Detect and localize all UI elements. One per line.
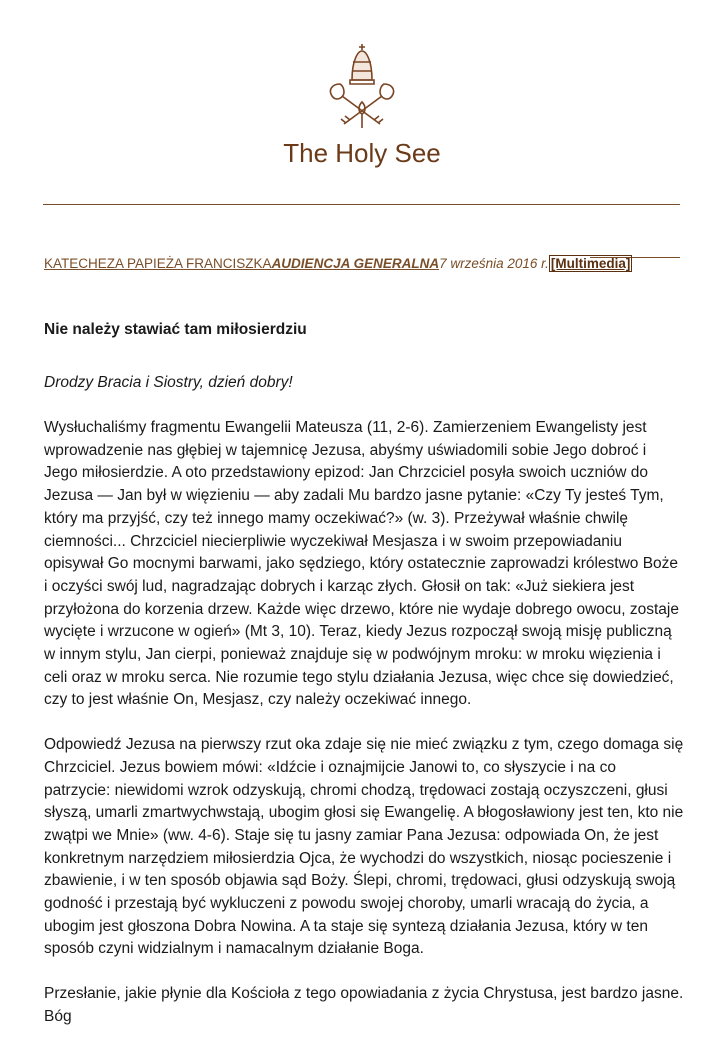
breadcrumb [44,256,684,271]
category-link[interactable]: KATECHEZA PAPIEŻA FRANCISZKA [44,256,272,271]
audience-link[interactable]: AUDIENCJA GENERALNA [271,256,440,271]
article-title: Nie należy stawiać tam miłosierdziu [44,321,307,338]
date-label: 7 września 2016 r. [439,256,549,271]
paragraph: Odpowiedź Jezusa na pierwszy rzut oka zdaje się nie mieć związku z tym, czego domaga się Chrzciciel. Jezus bowiem mówi: «Idźcie i oznajmijcie Janowi to, co słyszycie i na co patrzycie: niewidomi wzrok odzyskują, chromi chodzą, trędowaci zostają oczyszczeni, głusi słyszą, umarli zmartwychwstają, ubogim głosi się Ewangelię. A błogosławiony jest ten, kto nie zwątpi we Mnie» (ww. 4-6). Staje się tu jasny zamiar Pana Jezusa: odpowiada On, że jest konkretnym narzędziem miłosierdzia Ojca, że wychodzi do wszystkich, niosąc pocieszenie i zbawienie, i w ten sposób objawia sąd Boży. Ślepi, chromi, trędowaci, głusi odzyskują swoją godność i przestają być wykluczeni z powodu swojej choroby, umarli wracają do życia, a ubogim jest głoszona Dobra Nowina. A ta staje się syntezą działania Jezusa, który w ten sposób czyni widzialnym i namacalnym działanie Boga. [44,736,684,958]
multimedia-link[interactable]: [Multimedia] [550,256,631,271]
header-divider [43,204,680,205]
paragraph: Przesłanie, jakie płynie dla Kościoła z tego opowiadania z życia Chrystusa, jest bardzo jasne. Bóg [44,985,684,1025]
article-greeting: Drodzy Bracia i Siostry, dzień dobry! [44,374,293,391]
paragraph: Wysłuchaliśmy fragmentu Ewangelii Mateusza (11, 2-6). Zamierzeniem Ewangelisty jest wprowadzenie nas głębiej w tajemnicę Jezusa, abyśmy uświadomili sobie Jego dobroć i Jego miłosierdzie. A oto przedstawiony epizod: Jan Chrzciciel posyła swoich uczniów do Jezusa — Jan był w więzieniu — aby zadali Mu bardzo jasne pytanie: «Czy Ty jesteś Tym, który ma przyjść, czy też innego mamy oczekiwać?» (w. 3). Przeżywał właśnie chwilę ciemności... Chrzciciel niecierpliwie wyczekiwał Mesjasza i w swoim przepowiadaniu opisywał Go mocnymi barwami, jako sędziego, który ostatecznie zaprowadzi królestwo Boże i oczyści swój lud, nagradzając dobrych i karząc złych. Głosił on tak: «Już siekiera jest przyłożona do korzenia drzew. Każde więc drzewo, które nie wydaje dobrego owocu, zostaje wycięte i wrzucone w ogień» (Mt 3, 10). Teraz, kiedy Jezus rozpoczął swoją misję publiczną w innym stylu, Jan cierpi, ponieważ znajduje się w podwójnym mroku: w mroku więzienia i celi oraz w mroku serca. Nie rozumie tego stylu działania Jezusa, więc chce się dowiedzieć, czy to jest właśnie On, Mesjasz, czy należy oczekiwać innego. [44,419,679,709]
papal-keys-tiara-icon [318,40,406,132]
site-title[interactable]: The Holy See [283,138,441,168]
article-body [44,318,684,1051]
